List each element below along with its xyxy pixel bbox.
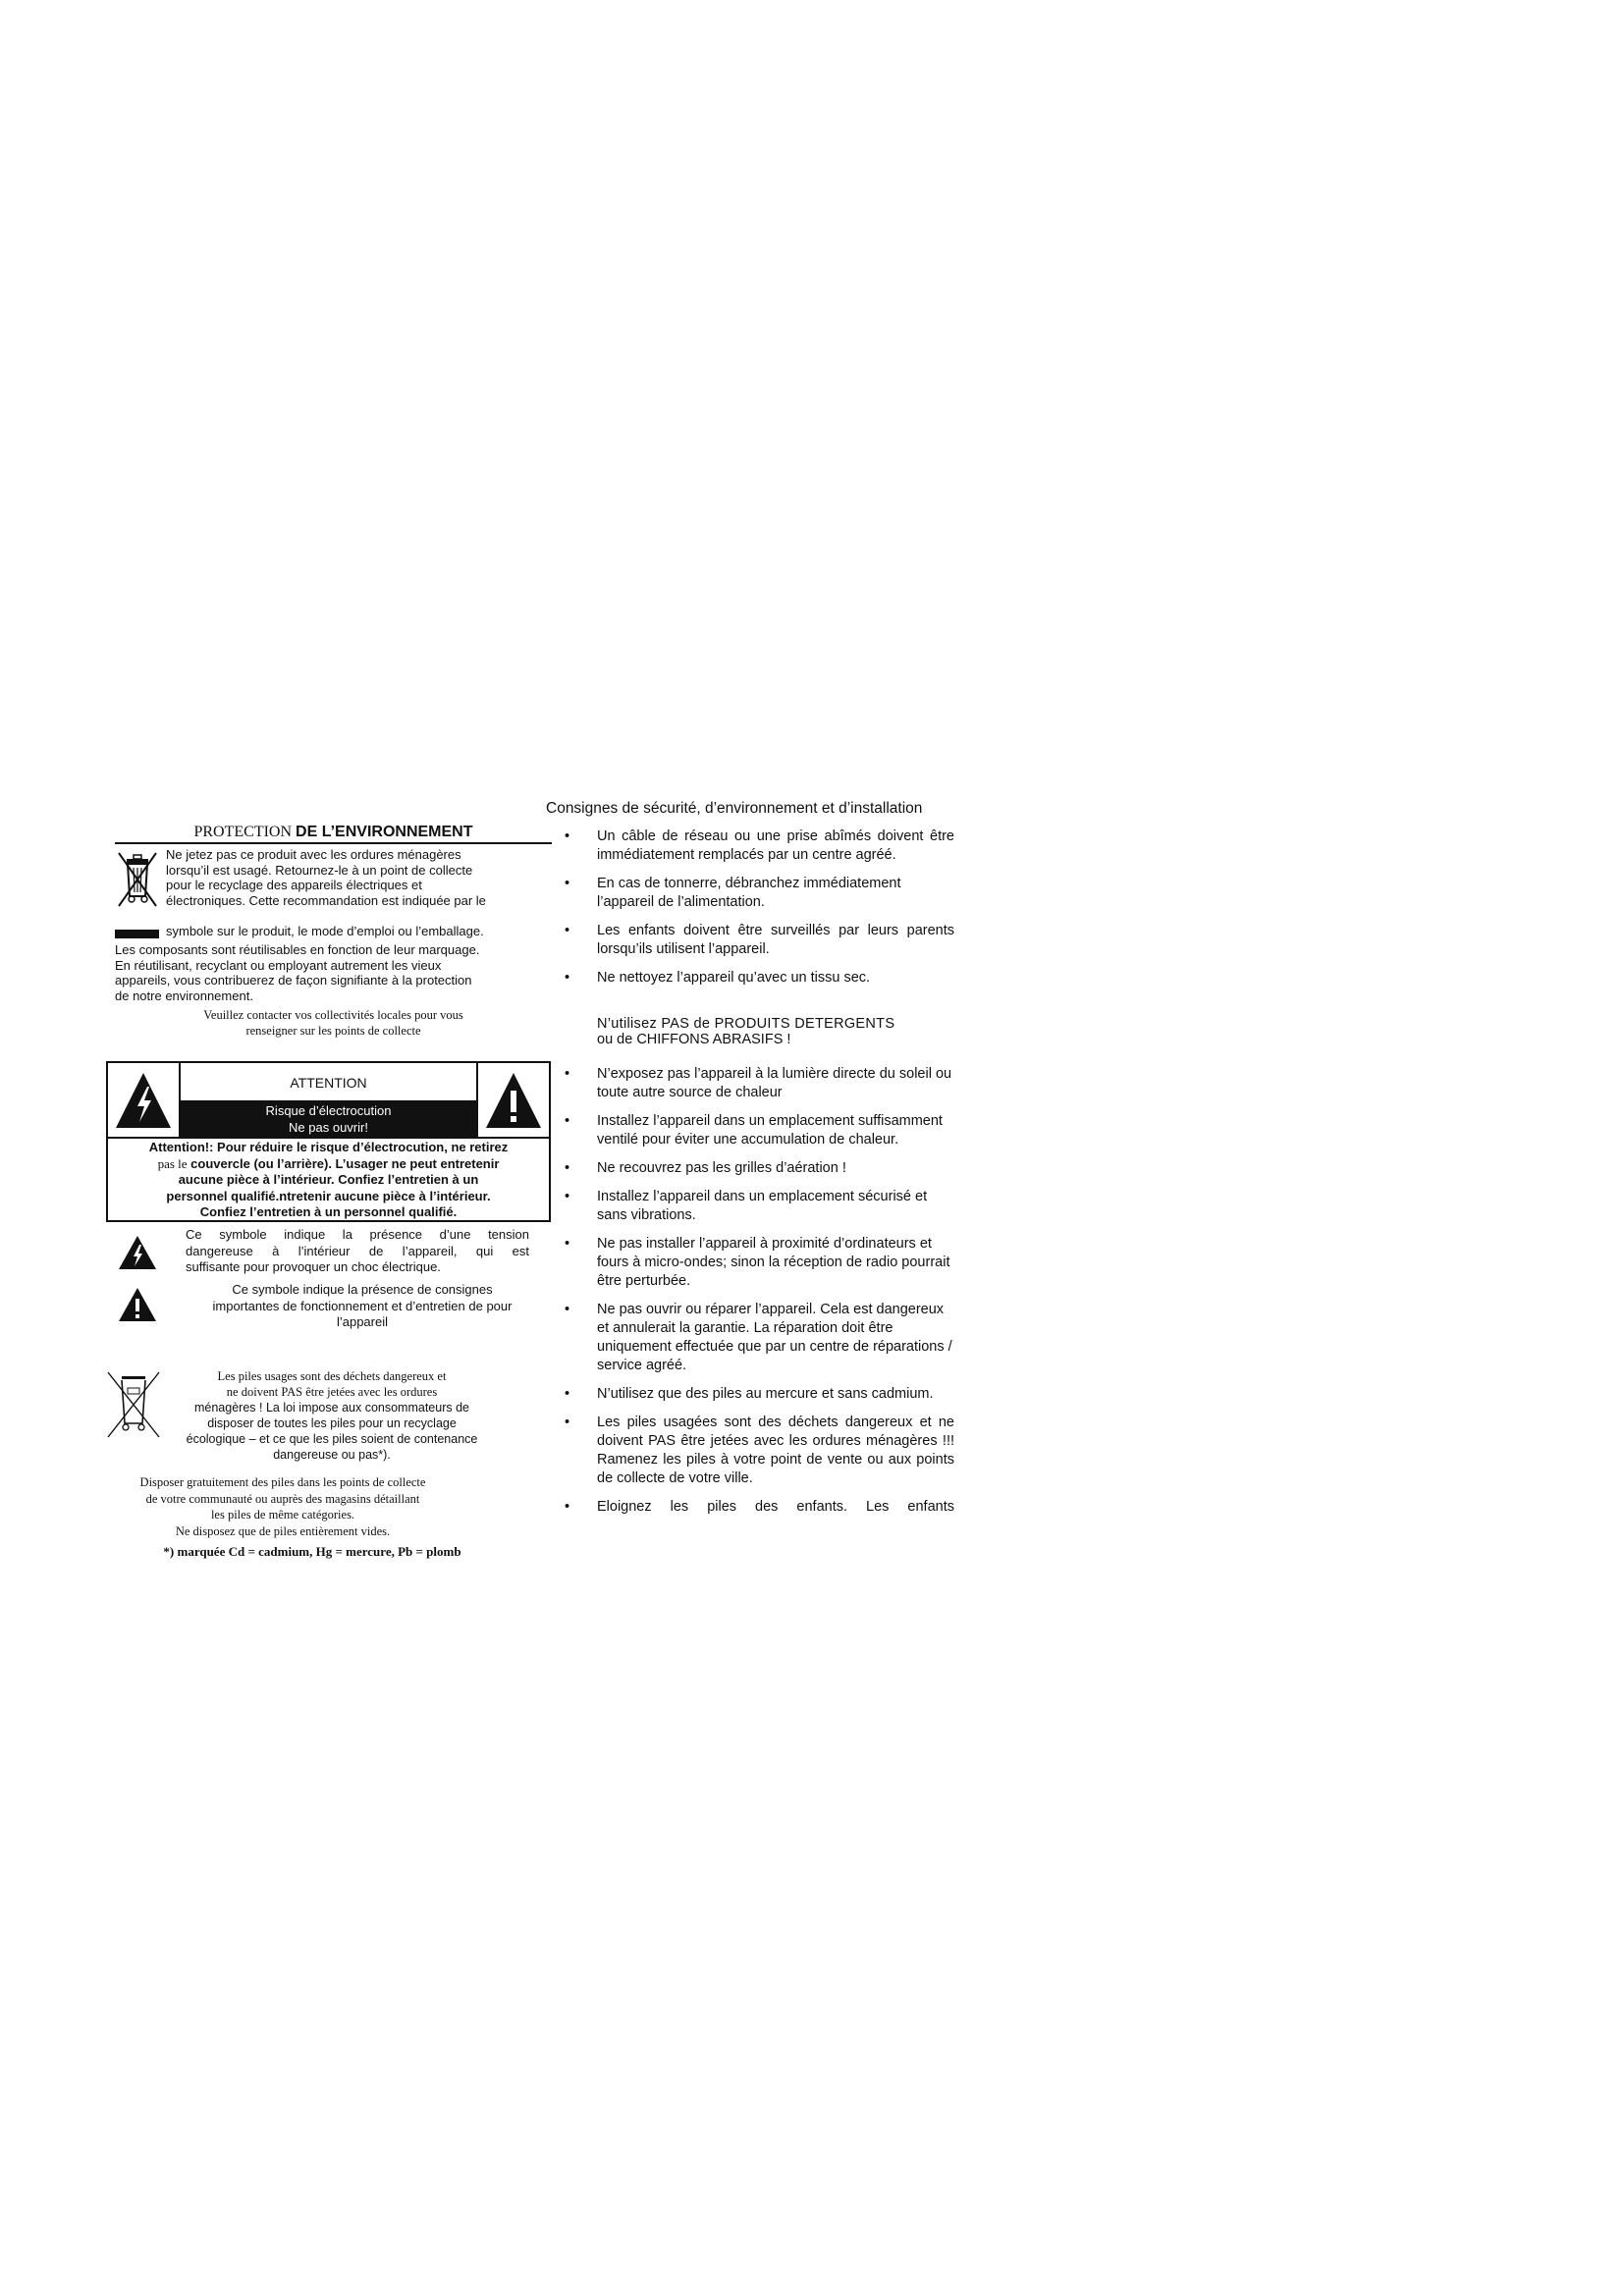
environment-title-part1: PROTECTION xyxy=(193,824,293,840)
safety-list-continued xyxy=(550,1065,954,1517)
environment-notice xyxy=(115,847,552,942)
attention-line: Confiez l’entretien à un personnel qualifié. xyxy=(199,1204,458,1219)
risk-line: Risque d’électrocution xyxy=(265,1103,392,1118)
environment-line: pour le recyclage des appareils électriques et xyxy=(166,878,422,892)
list-item-text: Installez l’appareil dans un emplacement sécurisé et sans vibrations. xyxy=(597,1189,928,1223)
list-item-text: N’utilisez que des piles au mercure et sans cadmium. xyxy=(597,1386,934,1402)
lightning-symbol-explanation xyxy=(115,1227,552,1280)
bullet-dot: • xyxy=(565,828,570,844)
environment-line: Ne jetez pas ce produit avec les ordures ménagères xyxy=(166,847,461,862)
environment-last-line: symbole sur le produit, le mode d’emploi ou l’emballage. xyxy=(166,924,484,938)
symbol-line: suffisante pour provoquer un choc électrique. xyxy=(186,1259,441,1274)
battery-notice xyxy=(165,1368,499,1463)
list-item xyxy=(550,875,954,912)
disposal-line: de votre communauté ou auprès des magasins détaillant xyxy=(145,1491,420,1506)
battery-line: disposer de toutes les piles pour un recyclage xyxy=(207,1416,457,1430)
exclamation-symbol-text xyxy=(186,1282,539,1331)
lightning-warning-icon xyxy=(110,1065,177,1136)
crossed-bin-icon xyxy=(115,849,160,914)
list-item xyxy=(550,1385,954,1404)
list-item xyxy=(550,1498,954,1517)
disposal-line: Disposer gratuitement des piles dans les points de collecte xyxy=(139,1475,426,1489)
list-item xyxy=(550,1112,954,1149)
symbol-line: importantes de fonctionnement et d’entretien de pour xyxy=(212,1298,513,1313)
attention-label: ATTENTION xyxy=(290,1075,367,1091)
bullet-dot: • xyxy=(565,923,570,938)
bullet-dot: • xyxy=(565,1066,570,1082)
paragraph-line: appareils, vous contribuerez de façon signifiante à la protection xyxy=(115,973,472,988)
bullet-dot: • xyxy=(565,1160,570,1176)
bullet-dot: • xyxy=(565,1386,570,1402)
marking-legend: *) marquée Cd = cadmium, Hg = mercure, Pb = plomb xyxy=(163,1544,461,1559)
battery-line: écologique – et ce que les piles soient de contenance xyxy=(186,1432,478,1446)
detergent-note-line: ou de CHIFFONS ABRASIFS ! xyxy=(597,1032,791,1047)
environment-title-part2: DE L’ENVIRONNEMENT xyxy=(296,824,473,840)
list-item-text: En cas de tonnerre, débranchez immédiatement l’appareil de l’alimentation. xyxy=(597,876,901,910)
detergent-note xyxy=(550,1016,954,1047)
contact-line: renseigner sur les points de collecte xyxy=(245,1024,421,1038)
contact-line: Veuillez contacter vos collectivités locales pour vous xyxy=(203,1008,463,1022)
lightning-symbol-text xyxy=(186,1227,529,1276)
attention-center xyxy=(179,1063,478,1137)
list-item-text: Ne nettoyez l’appareil qu’avec un tissu sec. xyxy=(597,970,871,986)
list-item xyxy=(550,1235,954,1291)
attention-box xyxy=(106,1061,551,1139)
list-item xyxy=(550,1301,954,1375)
disposal-line: Ne disposez que de piles entièrement vides. xyxy=(175,1523,391,1538)
symbol-line: l’appareil xyxy=(336,1314,389,1329)
list-item-text: Ne recouvrez pas les grilles d’aération ! xyxy=(597,1160,846,1176)
environment-line: électroniques. Cette recommandation est indiquée par le xyxy=(166,892,486,908)
bullet-dot: • xyxy=(565,876,570,891)
attention-pas: pas le xyxy=(157,1155,188,1171)
symbol-line: Ce symbole indique la présence d’une tension xyxy=(186,1227,529,1242)
list-item-text: N’exposez pas l’appareil à la lumière directe du soleil ou toute autre source de chaleur xyxy=(597,1066,952,1100)
environment-notice-text xyxy=(166,847,552,908)
list-item-text: Ne pas installer l’appareil à proximité d’ordinateurs et fours à micro-ondes; sinon la réception de radio pourrait être perturbée. xyxy=(597,1236,950,1289)
attention-line xyxy=(108,1156,549,1173)
list-item xyxy=(550,1159,954,1178)
attention-line: personnel qualifié.ntretenir aucune pièce à l’intérieur. xyxy=(166,1188,491,1203)
battery-line: dangereuse ou pas*). xyxy=(273,1448,391,1462)
list-item-text: Les enfants doivent être surveillés par leurs parents lorsqu’ils utilisent l’appareil. xyxy=(597,923,954,957)
paragraph-line: Les composants sont réutilisables en fonction de leur marquage. xyxy=(115,942,480,957)
symbol-line: Ce symbole indique la présence de consignes xyxy=(232,1282,493,1297)
attention-line: aucune pièce à l’intérieur. Confiez l’entretien à un xyxy=(178,1172,479,1187)
battery-line: ne doivent PAS être jetées avec les ordures xyxy=(226,1385,438,1399)
safety-title: Consignes de sécurité, d’environnement et d’installation xyxy=(546,800,923,817)
list-item-text: Installez l’appareil dans un emplacement suffisamment ventilé pour éviter une accumulation de chaleur. xyxy=(597,1113,943,1148)
bullet-dot: • xyxy=(565,1189,570,1204)
symbol-line: dangereuse à l’intérieur de l’appareil, qui est xyxy=(186,1243,529,1258)
bullet-dot: • xyxy=(565,1499,570,1515)
list-item xyxy=(550,922,954,959)
paragraph-line: En réutilisant, recyclant ou employant autrement les vieux xyxy=(115,957,442,973)
list-item-text: Eloignez les piles des enfants. Les enfants xyxy=(597,1499,954,1515)
detergent-note-line: N’utilisez PAS de PRODUITS DETERGENTS xyxy=(597,1016,895,1032)
disposal-line: les piles de même catégories. xyxy=(210,1508,355,1522)
lightning-triangle-icon xyxy=(118,1235,157,1270)
environment-paragraph xyxy=(115,942,552,1003)
paragraph-line: de notre environnement. xyxy=(115,988,253,1003)
bullet-dot: • xyxy=(565,1236,570,1252)
bullet-dot: • xyxy=(565,970,570,986)
contact-note xyxy=(115,1007,552,1039)
exclamation-symbol-explanation xyxy=(115,1282,552,1335)
attention-text xyxy=(106,1139,551,1222)
bullet-dot: • xyxy=(565,1415,570,1430)
battery-disposal-note xyxy=(106,1474,460,1539)
list-item xyxy=(550,1414,954,1488)
list-item xyxy=(550,828,954,865)
battery-line: Les piles usages sont des déchets dangereux et xyxy=(217,1369,447,1383)
attention-line2-rest: couvercle (ou l’arrière). L’usager ne peut entretenir xyxy=(190,1155,500,1171)
bullet-dot: • xyxy=(565,1113,570,1129)
environment-section xyxy=(115,823,552,1039)
battery-line: ménagères ! La loi impose aux consommateurs de xyxy=(193,1401,469,1415)
bullet-dot: • xyxy=(565,1302,570,1317)
list-item-text: Ne pas ouvrir ou réparer l’appareil. Cela est dangereux et annulerait la garantie. La réparation doit être uniquement effectuée que par un centre de réparations / service agréé. xyxy=(597,1302,952,1373)
exclamation-triangle-icon xyxy=(118,1287,157,1322)
list-item-text: Un câble de réseau ou une prise abîmés doivent être immédiatement remplacés par un centre agréé. xyxy=(597,828,954,863)
risk-line: Ne pas ouvrir! xyxy=(289,1120,368,1135)
list-item-text: Les piles usagées sont des déchets dangereux et ne doivent PAS être jetées avec les ordures ménagères !!! Ramenez les piles à votre point de vente ou aux points de collecte de votre ville. xyxy=(597,1415,954,1486)
list-item xyxy=(550,969,954,988)
safety-list xyxy=(550,828,954,997)
risk-banner xyxy=(181,1100,476,1137)
list-item xyxy=(550,1065,954,1102)
list-item xyxy=(550,1188,954,1225)
environment-line: lorsqu’il est usagé. Retournez-le à un point de collecte xyxy=(166,862,473,878)
exclamation-warning-icon xyxy=(480,1065,547,1136)
attention-line: Attention!: Pour réduire le risque d’électrocution, ne retirez xyxy=(148,1140,509,1154)
crossed-battery-bin-icon xyxy=(104,1368,163,1441)
environment-title xyxy=(115,823,552,844)
